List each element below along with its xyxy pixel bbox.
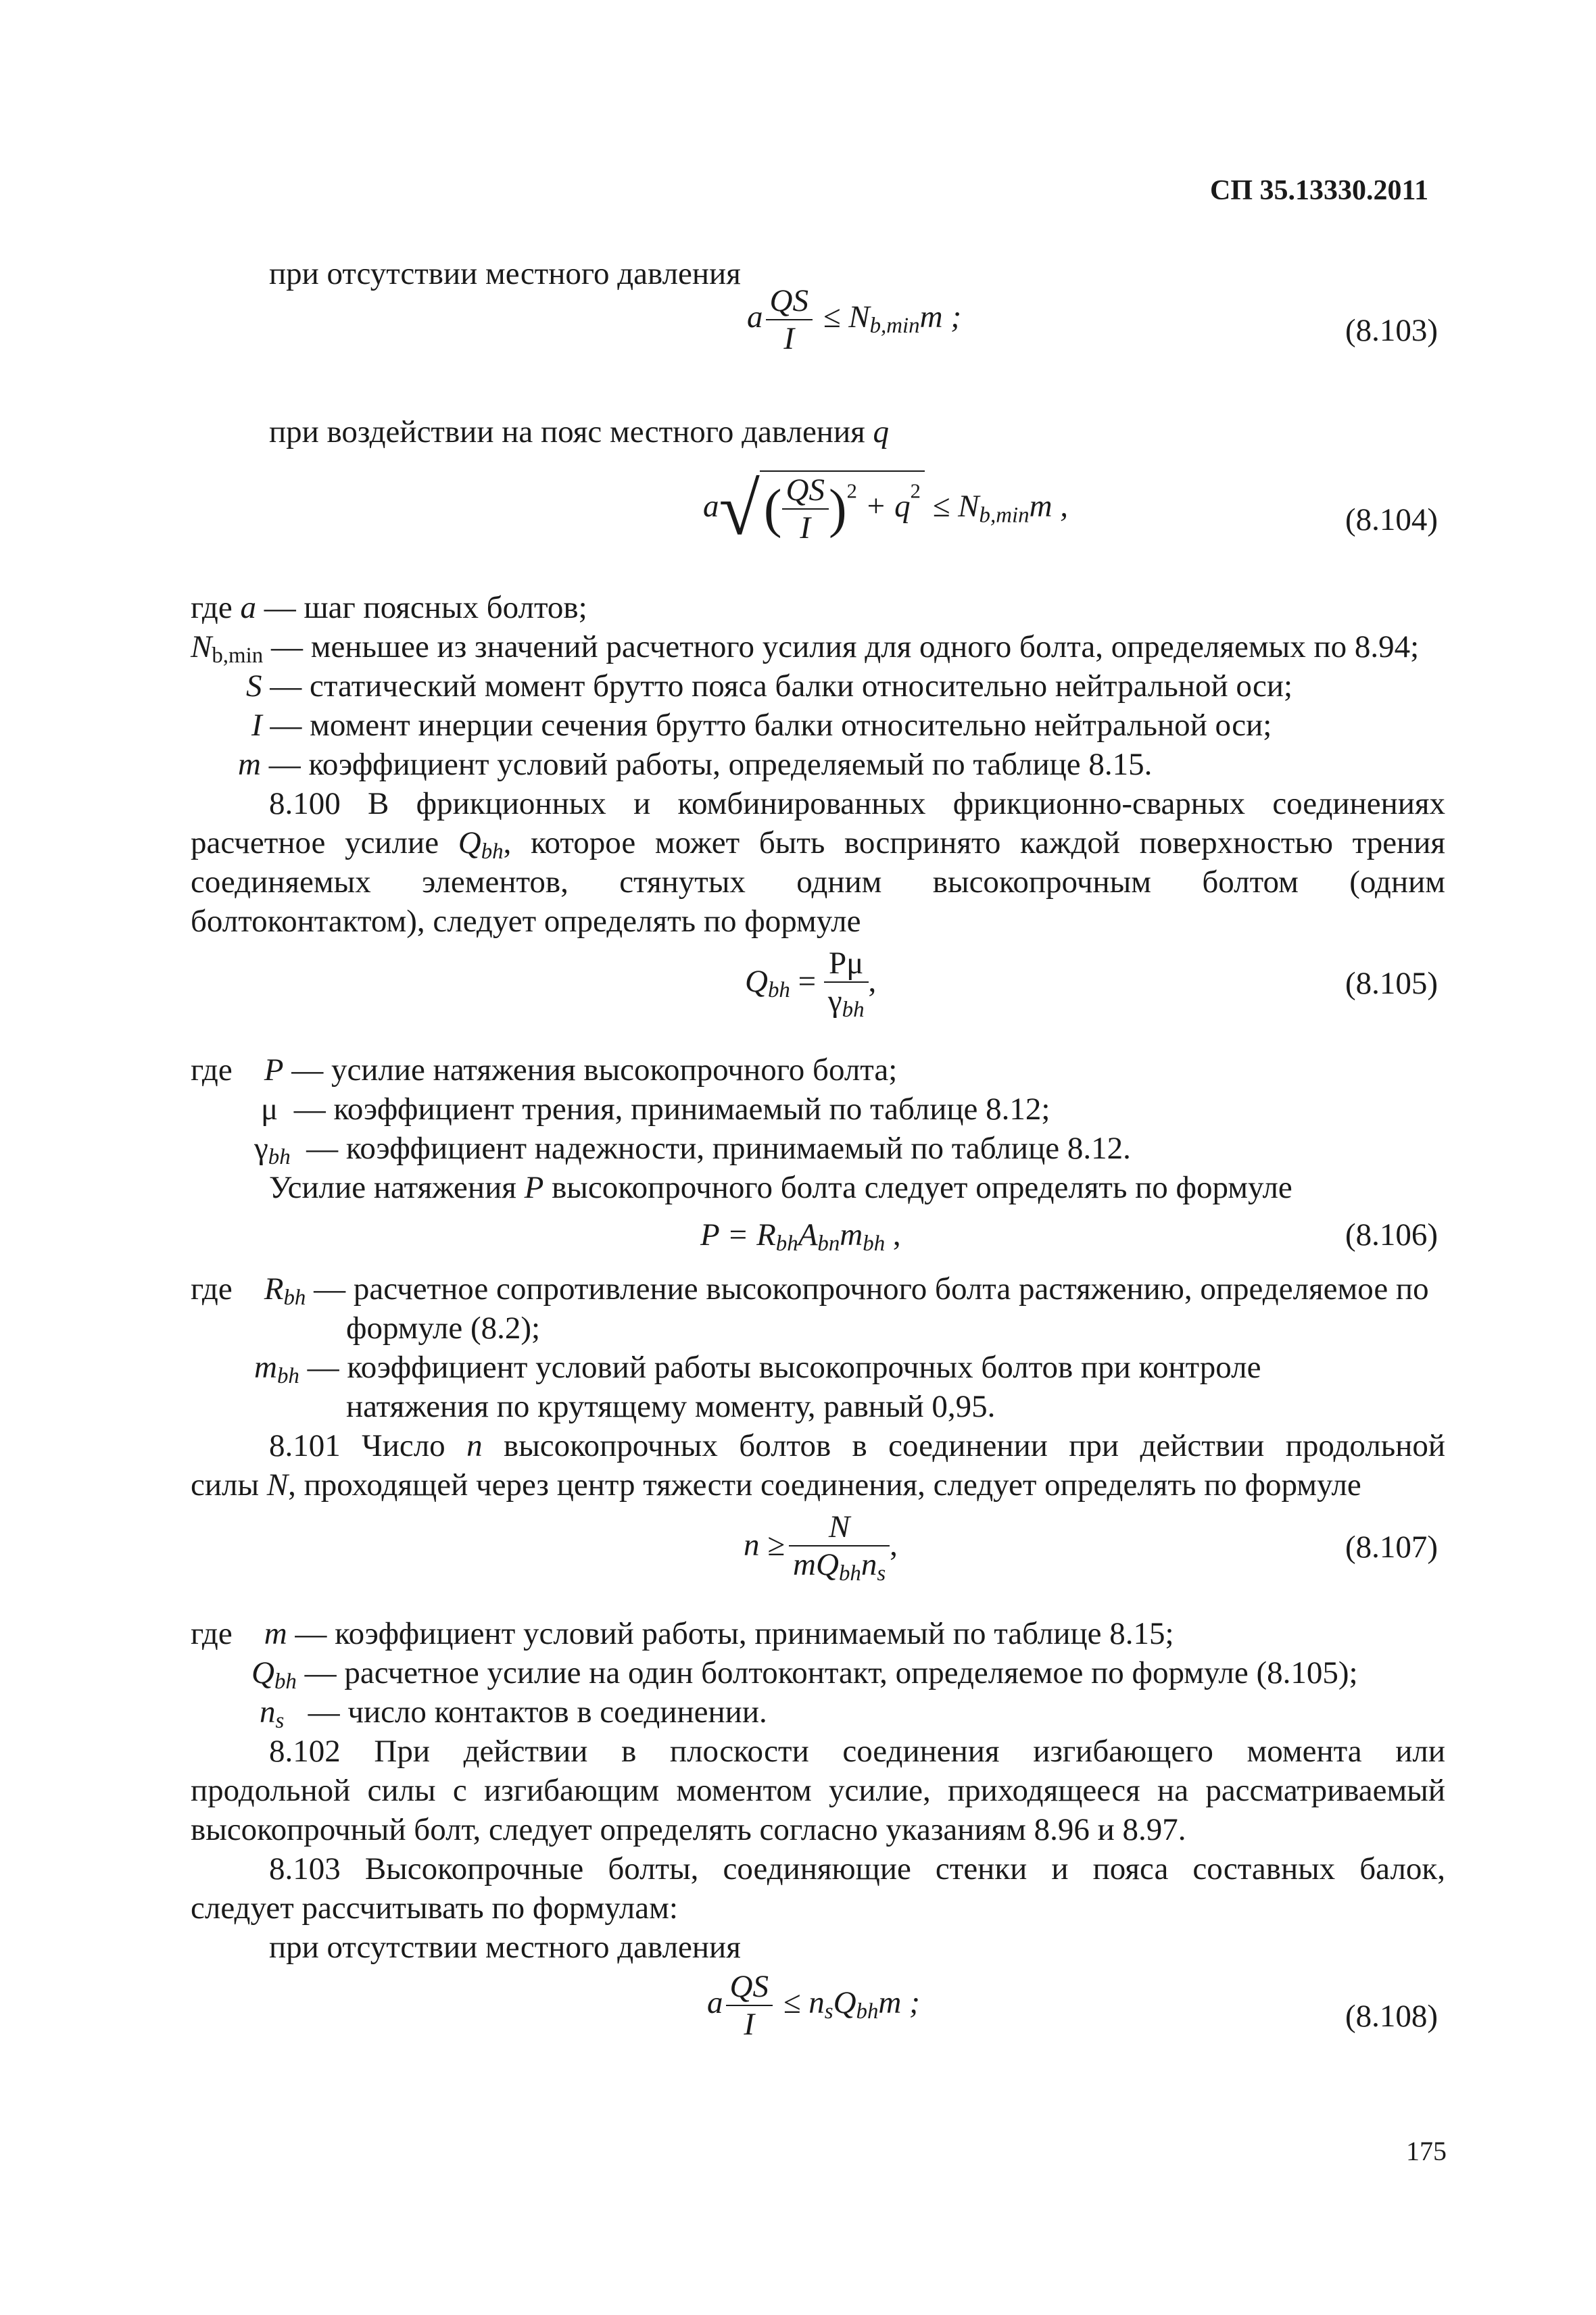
formula-8-108: a $\frac{QS}{I}$ ≤ $n_sQ_{bh}m$ ;: [707, 1969, 920, 2043]
paragraph-8-100-line2: расчетное усилие $Q_{bh}$, которое может быть воспринято каждой поверхностью трения: [191, 825, 1445, 864]
definition-r-bh: где $R_{bh}$ — расчетное сопротивление высокопрочного болта растяжению, определяемое по: [191, 1271, 1429, 1311]
paragraph-8-100-line1: 8.100 В фрикционных и комбинированных фрикционно-сварных соединениях: [269, 786, 1445, 821]
definition-r-bh-cont: формуле (8.2);: [346, 1311, 541, 1346]
equation-number: (8.106): [1345, 1217, 1438, 1252]
document-code: СП 35.13330.2011: [1210, 175, 1429, 206]
definition-n-s: $n_s$ — число контактов в соединении.: [260, 1695, 767, 1734]
formula-8-105: $Q_{bh}$ = $\frac{P\mu}{\gamma_{bh}}$ ,: [745, 946, 877, 1023]
condition-with-local-pressure: при воздействии на пояс местного давления q: [269, 414, 889, 449]
paragraph-8-102-line1: 8.102 При действии в плоскости соединения изгибающего момента или: [269, 1734, 1445, 1769]
equation-number: (8.104): [1345, 502, 1438, 537]
paragraph-8-100-line4: болтоконтактом), следует определять по формуле: [191, 904, 861, 939]
equation-number: (8.105): [1345, 966, 1438, 1001]
formula-8-107: n ≥ $\frac{N}{mQ_{bh}n_s}$ ,: [744, 1509, 898, 1586]
equation-number: (8.108): [1345, 1999, 1438, 2034]
paragraph-8-101-line2: силы N, проходящей через центр тяжести соединения, следует определять по формуле: [191, 1467, 1361, 1503]
definition-m-bh-cont: натяжения по крутящему моменту, равный 0,95.: [346, 1389, 996, 1424]
paragraph-8-102-line3: высокопрочный болт, следует определять согласно указаниям 8.96 и 8.97.: [191, 1812, 1186, 1847]
condition-no-local-pressure: при отсутствии местного давления: [269, 256, 741, 291]
definition-q-bh: $Q_{bh}$ — расчетное усилие на один болтоконтакт, определяемое по формуле (8.105);: [251, 1655, 1358, 1695]
paragraph-8-103-line1: 8.103 Высокопрочные болты, соединяющие стенки и пояса составных балок,: [269, 1851, 1445, 1886]
formula-8-106: $P = R_{bh}A_{bn}m_{bh}$ ,: [700, 1217, 901, 1257]
equation-number: (8.107): [1345, 1530, 1438, 1565]
definition-m-bh: $m_{bh}$ — коэффициент условий работы высокопрочных болтов при контроле: [254, 1350, 1261, 1389]
definition-i: I — момент инерции сечения брутто балки относительно нейтральной оси;: [251, 708, 1272, 743]
formula-8-103: a $\frac{QS}{I}$ ≤ $N_{b,min}m$ ;: [747, 283, 961, 357]
definition-p: где P — усилие натяжения высокопрочного болта;: [191, 1052, 898, 1088]
definition-s: S — статический момент брутто пояса балки относительно нейтральной оси;: [246, 668, 1293, 704]
definition-mu: μ — коэффициент трения, принимаемый по таблице 8.12;: [261, 1092, 1050, 1127]
equation-number: (8.103): [1345, 313, 1438, 348]
definition-m: m — коэффициент условий работы, определяемый по таблице 8.15.: [238, 747, 1153, 782]
definition-a: где a — шаг поясных болтов;: [191, 590, 587, 625]
paragraph-8-103-line3: при отсутствии местного давления: [269, 1930, 741, 1965]
paragraph-8-100-line3: соединяемых элементов, стянутых одним высокопрочным болтом (одним: [191, 864, 1445, 900]
paragraph-8-101-line1: 8.101 Число n высокопрочных болтов в соединении при действии продольной: [269, 1428, 1446, 1463]
tension-sentence: Усилие натяжения P высокопрочного болта следует определять по формуле: [269, 1170, 1292, 1205]
paragraph-8-102-line2: продольной силы с изгибающим моментом усилие, приходящееся на рассматриваемый: [191, 1773, 1445, 1808]
page-number: 175: [1406, 2136, 1447, 2166]
definition-gamma-bh: $\gamma_{bh}$ — коэффициент надежности, принимаемый по таблице 8.12.: [254, 1131, 1131, 1170]
formula-8-104: a√( $\frac{QS}{I}$ )$^2 + q^2 \le N_{b,min}m$ ,: [703, 468, 1069, 550]
definition-n-bmin: $N_{b,min}$ — меньшее из значений расчетного усилия для одного болта, определяемых по 8.94;: [191, 629, 1420, 668]
paragraph-8-103-line2: следует рассчитывать по формулам:: [191, 1891, 678, 1926]
definition-m-2: где m — коэффициент условий работы, принимаемый по таблице 8.15;: [191, 1616, 1174, 1651]
